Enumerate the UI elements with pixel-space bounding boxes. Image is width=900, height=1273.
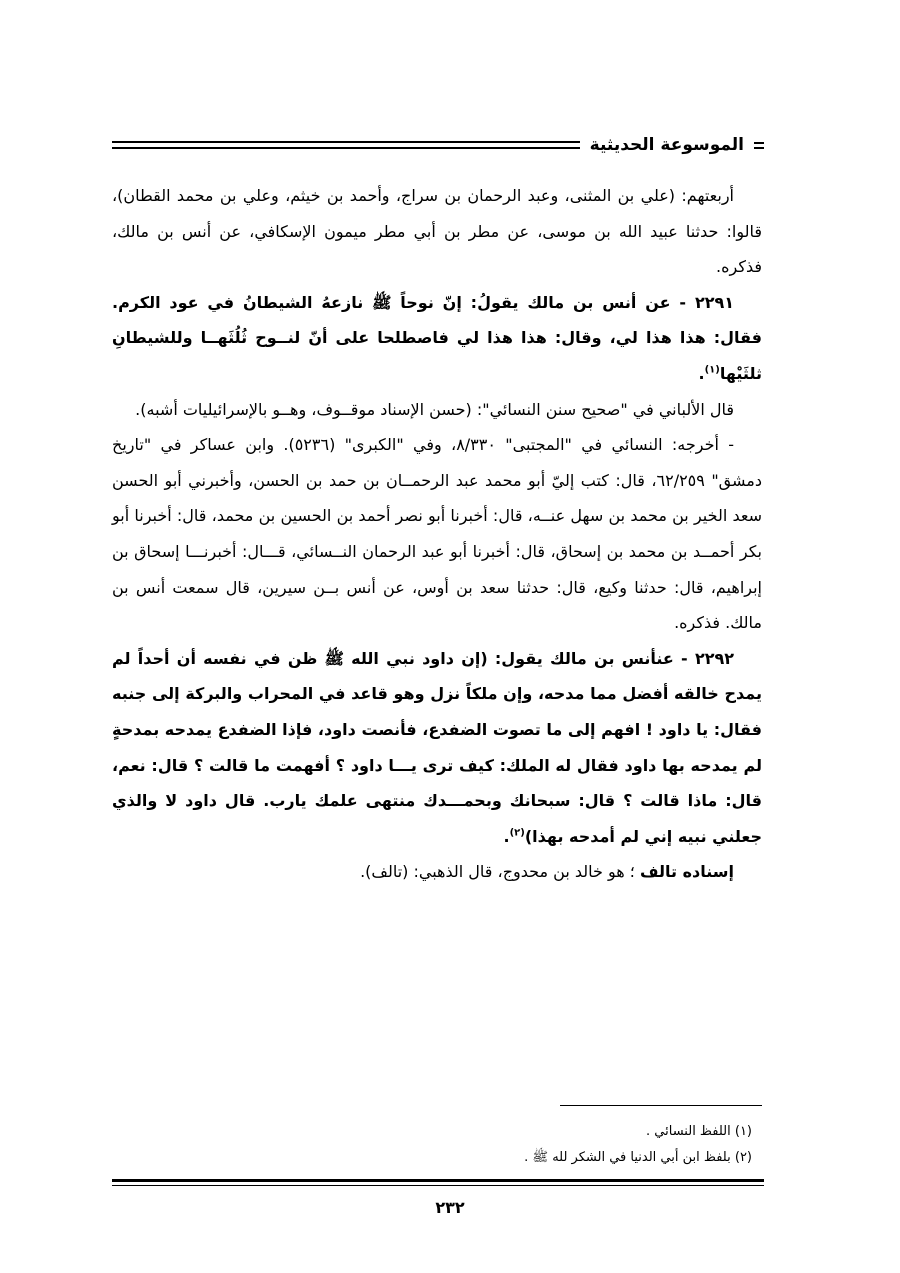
- isnad-grading: [112, 854, 762, 890]
- footnote-2: (٢) بلفظ ابن أبي الدنيا في الشكر لله ﷺ .: [524, 1150, 752, 1165]
- page-header: [112, 128, 764, 162]
- page-number: ٢٣٢: [435, 1198, 465, 1217]
- takhrij-paragraph: [112, 427, 762, 641]
- header-title: الموسوعة الحديثية: [589, 135, 744, 155]
- header-rule-left: [112, 141, 580, 149]
- albani-grading: [112, 392, 762, 428]
- paragraph-end: .: [698, 363, 705, 383]
- footnote-separator: [560, 1105, 762, 1106]
- header-rule-right: [754, 142, 764, 149]
- paragraph-text: - أخرجه: النسائي في "المجتبى" ٨/٣٣٠، وفي "الكبرى" (٥٢٣٦). وابن عساكر في "تاريخ دمشق" ٦٢/٢٥٩، قال: كتب إليّ أبو محمد عبد الرحمــان بن حمد بن الحسن، وأخبرني أبو الحسن سعد الخير بن محمد بن سهل عنــه، قال: أخبرنا أبو نصر أحمد بن الحسين بن محمد، قال: أخبرنا أبو بكر أحمــد بن محمد بن إسحاق، قال: أخبرنا أبو عبد الرحمان النــسائي، قـــال: أخبرنـــا إسحاق بن إبراهيم، قال: حدثنا وكيع، قال: حدثنا سعد بن أوس، عن أنس بــن سيرين، قال سمعت أنس بن مالك. فذكره.: [112, 435, 762, 633]
- paragraph-end: .: [503, 826, 510, 846]
- paragraph-text: ؛ هو خالد بن محدوج، قال الذهبي: (تالف).: [360, 862, 640, 882]
- footnote-ref[interactable]: (١): [704, 364, 720, 376]
- paragraph-text: قال الألباني في "صحيح سنن النسائي": (حسن الإسناد موقــوف، وهــو بالإسرائيليات أشبه).: [135, 399, 734, 419]
- footnote-1: (١) اللفظ النسائي .: [646, 1124, 752, 1139]
- paragraph-intro: [112, 178, 762, 285]
- bottom-rule-thin: [112, 1185, 764, 1186]
- grading-bold: إسناده تالف: [639, 862, 734, 882]
- bottom-rule-thick: [112, 1179, 764, 1182]
- paragraph-text: ٢٢٩١ - عن أنس بن مالك يقولُ: إنّ نوحاً ﷺ نازعهُ الشيطانُ في عود الكرم. فقال: هذا هذا لي، وقال: هذا هذا لي فاصطلحا على أنّ لنــوح ثُلُثَهــا وللشيطانِ ثلثَيْها: [112, 292, 762, 383]
- paragraph-text: أربعتهم: (علي بن المثنى، وعبد الرحمان بن سراج، وأحمد بن خيثم، وعلي بن محمد القطان)، قالوا: حدثنا عبيد الله بن موسى، عن مطر بن أبي مطر ميمون الإسكافي، عن أنس بن مالك، فذكره.: [112, 186, 762, 277]
- footnote-ref[interactable]: (٢): [509, 827, 525, 839]
- footnotes: [112, 1119, 752, 1171]
- hadith-2291: [112, 285, 762, 392]
- paragraph-text: ٢٢٩٢ - عنأنس بن مالك يقول: (إن داود نبي الله ﷺ ظن في نفسه أن أحداً لم يمدح خالقه أفضل مما مدحه، وإن ملكاً نزل وهو قاعد في المحراب والبركة إلى جنبه فقال: يا داود ! افهم إلى ما تصوت الضفدع، فأنصت داود، فإذا الضفدع يمدحه بمدحةٍ لم يمدحه بها داود فقال له الملك: كيف ترى يـــا داود ؟ أفهمت ما قالت ؟ قال: نعم، قال: ماذا قالت ؟ قال: سبحانك وبحمـــدك منتهى علمك يارب. قال داود لا والذي جعلني نبيه إني لم أمدحه بهذا): [112, 648, 762, 846]
- main-text: [112, 178, 762, 890]
- hadith-2292: [112, 641, 762, 855]
